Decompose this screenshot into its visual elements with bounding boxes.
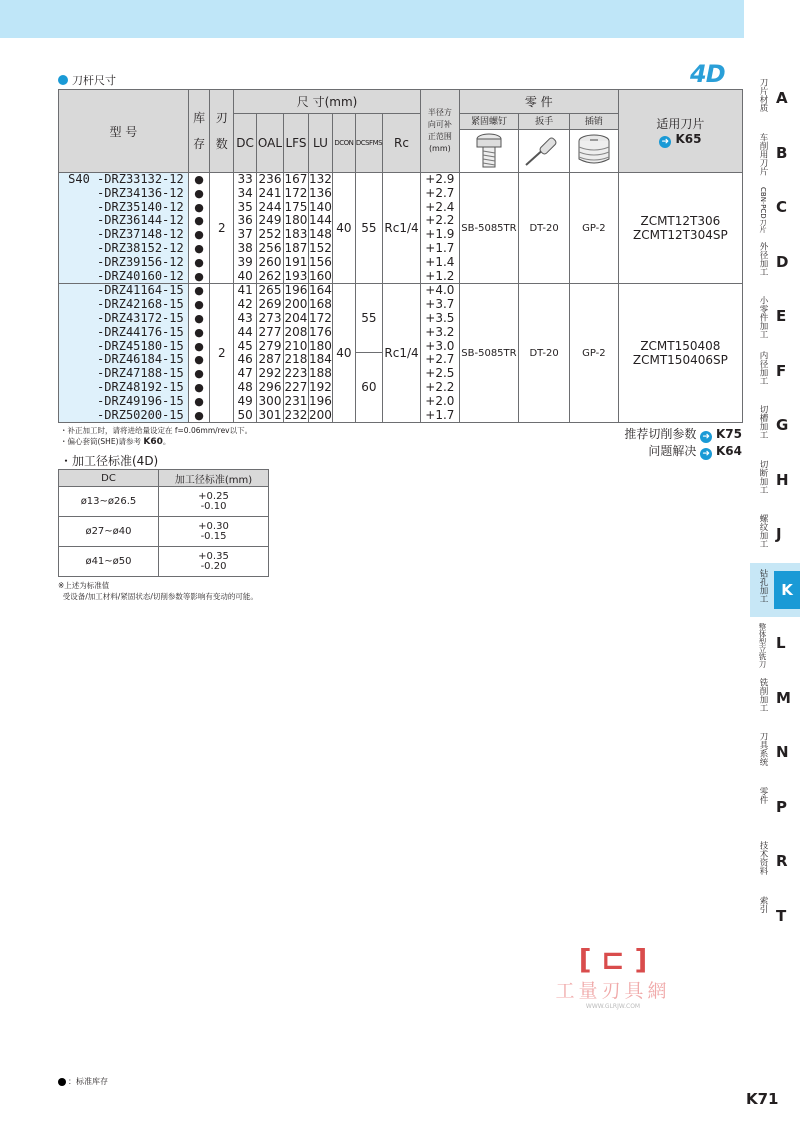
dcsfms-split — [355, 284, 382, 423]
model-list: -DRZ41164-15 -DRZ42168-15 -DRZ43172-15 -DRZ44176-15 -DRZ45180-15 -DRZ46184-15 -DRZ47188-15 -DRZ48192-15 -DRZ49196-15 -DRZ50200-15 — [59, 284, 189, 423]
header-lfs: LFS — [283, 114, 308, 173]
header-oal: OAL — [257, 114, 284, 173]
arrow-right-icon: ➜ — [659, 136, 671, 148]
tolerance-value: +0.35 -0.20 — [159, 547, 269, 577]
side-tab-m[interactable]: 铣削加工 M — [758, 677, 791, 712]
tolerance-dc: ø41~ø50 — [59, 547, 159, 577]
radial-values: +2.9 +2.7 +2.4 +2.2 +1.9 +1.7 +1.4 +1.2 — [420, 173, 459, 284]
table-row-group-12 — [59, 173, 743, 284]
lu-values: 164 168 172 176 180 184 188 192 196 200 — [308, 283, 332, 422]
side-tab-l[interactable]: 整体型立铣刀 L — [758, 623, 786, 668]
arrow-right-icon: ➜ — [700, 431, 712, 443]
header-dimensions: 尺 寸(mm) — [234, 90, 421, 114]
table-row-group-15 — [59, 284, 743, 423]
holder-dimension-table — [58, 89, 743, 423]
header-model: 型 号 — [59, 90, 189, 173]
side-tab-g[interactable]: 切槽加工 G — [758, 405, 789, 439]
tolerance-header-std: 加工径标准(mm) — [159, 470, 269, 487]
bullet-dot-icon — [58, 75, 68, 85]
troubleshoot-ref[interactable]: 问题解决 ➜ K64 — [648, 444, 742, 459]
side-tab-f[interactable]: 内径加工 F — [758, 350, 787, 385]
screw-value: SB-5085TR — [459, 284, 518, 423]
side-tab-b[interactable]: 车削用刀片 B — [758, 132, 788, 175]
stock-marks: ● ● ● ● ● ● ● ● — [188, 173, 210, 284]
header-lu: LU — [308, 114, 332, 173]
wrench-value: DT-20 — [519, 173, 570, 284]
side-tab-j[interactable]: 螺纹加工 J — [758, 514, 782, 548]
logo-url: WWW.GLRJW.COM — [585, 1003, 641, 1010]
note-variation: 受设备/加工材料/紧固状态/切削参数等影响有变动的可能。 — [58, 592, 258, 601]
header-plug: 插销 — [569, 114, 618, 130]
insert-value: ZCMT150408 ZCMT150406SP — [618, 284, 742, 423]
dc-values: 41 42 43 44 45 46 47 48 49 50 — [234, 284, 257, 423]
sleeve-ref-link[interactable]: K60 — [143, 437, 163, 447]
note-feed: ・补正加工时，请将进给量设定在 f=0.06mm/rev以下。 — [60, 426, 253, 435]
tolerance-dc: ø13~ø26.5 — [59, 487, 159, 517]
header-screw: 紧固螺钉 — [459, 114, 518, 130]
dc-values: 33 34 35 36 37 38 39 40 — [234, 173, 257, 284]
lu-values: 132 136 140 144 148 152 156 160 — [308, 172, 332, 283]
standard-value-notes — [58, 580, 258, 602]
screw-image — [459, 130, 518, 173]
watermark-logo — [538, 944, 688, 1010]
header-radial-adjust: 半径方 向可补 正范围 (mm) — [420, 90, 459, 173]
logo-text: 工量刃具網 — [555, 980, 671, 1002]
series-badge: 4D — [690, 60, 725, 88]
screw-icon — [474, 132, 504, 170]
header-dcon: DCON — [332, 114, 355, 173]
plug-value: GP-2 — [569, 173, 618, 284]
note-sleeve: ・偏心套筒(SHE)请参考 K60。 — [60, 437, 171, 447]
header-insert-label: 适用刀片 — [656, 116, 705, 131]
rc-value: Rc1/4 — [383, 284, 421, 423]
dcsfms-value-b: 60 — [361, 380, 377, 395]
page-number: K71 — [746, 1090, 779, 1108]
screw-value: SB-5085TR — [459, 173, 518, 284]
lfs-values: 167 172 175 180 183 187 191 193 — [284, 172, 308, 283]
section-title-text: 刀杆尺寸 — [72, 74, 116, 87]
model-list: S40 -DRZ33132-12 -DRZ34136-12 -DRZ35140-12 -DRZ36144-12 -DRZ37148-12 -DRZ38152-12 -DRZ39156-12 -DRZ40160-12 — [59, 173, 189, 284]
side-tab-r[interactable]: 技术资料 R — [758, 841, 788, 875]
side-tab-t[interactable]: 索引 T — [758, 895, 787, 925]
screwdriver-icon — [522, 133, 566, 169]
side-tab-n[interactable]: 刀具系统 N — [758, 732, 789, 766]
side-tab-a[interactable]: 刀片材质 A — [758, 78, 788, 112]
note-standard: ※上述为标准值 — [58, 581, 110, 590]
side-tab-c[interactable]: CBN·PCD刀片 C — [759, 187, 788, 233]
side-tab-d[interactable]: 外径加工 D — [758, 241, 789, 276]
side-tab-e[interactable]: 小零件加工 E — [758, 296, 787, 339]
header-stock: 库 存 — [188, 90, 210, 173]
header-dc: DC — [234, 114, 257, 173]
header-parts: 零 件 — [459, 90, 618, 114]
plug-image — [569, 130, 618, 173]
side-tab-h[interactable]: 切断加工 H — [758, 459, 789, 494]
oal-values: 236 241 244 249 252 256 260 262 — [257, 173, 284, 284]
stock-dot-icon — [58, 1078, 66, 1086]
tolerance-value: +0.25 -0.10 — [159, 487, 269, 517]
tolerance-title: ・加工径标准(4D) — [60, 454, 159, 468]
table-row — [59, 487, 269, 517]
header-insert — [618, 90, 742, 173]
dcsfms-value-a: 55 — [356, 284, 382, 353]
plug-value: GP-2 — [569, 284, 618, 423]
section-title — [58, 72, 116, 88]
tolerance-table — [58, 469, 269, 577]
side-index — [750, 72, 800, 944]
legend — [58, 1076, 108, 1087]
side-tab-k[interactable]: 钻孔加工 K — [750, 563, 800, 618]
dcsfms-value: 55 — [355, 173, 382, 284]
table-row — [59, 517, 269, 547]
insert-value: ZCMT12T306 ZCMT12T304SP — [618, 173, 742, 284]
cutting-params-ref[interactable]: 推荐切削参数 ➜ K75 — [624, 427, 742, 442]
table-row — [59, 547, 269, 577]
side-tab-p[interactable]: 零件 P — [758, 786, 787, 816]
page-references — [624, 426, 742, 460]
edges-value: 2 — [210, 173, 234, 284]
plug-icon — [574, 133, 614, 169]
stock-marks: ● ● ● ● ● ● ● ● ● ● — [188, 284, 210, 423]
top-banner-gap — [744, 0, 800, 38]
top-banner — [0, 0, 744, 38]
header-edges: 刃 数 — [210, 90, 234, 173]
edges-value: 2 — [210, 284, 234, 423]
legend-text: ：标准库存 — [68, 1077, 108, 1086]
logo-mark-icon: [ ⊏ ] — [578, 943, 648, 976]
header-rc: Rc — [383, 114, 421, 173]
rc-value: Rc1/4 — [383, 173, 421, 284]
tolerance-header-dc: DC — [59, 470, 159, 487]
header-dcsfms: DCSFMS — [355, 114, 382, 173]
radial-values: +4.0 +3.7 +3.5 +3.2 +3.0 +2.7 +2.5 +2.2 +2.0 +1.7 — [420, 284, 459, 423]
wrench-image — [519, 130, 570, 173]
tolerance-dc: ø27~ø40 — [59, 517, 159, 547]
dcon-value: 40 — [332, 173, 355, 284]
oal-values: 265 269 273 277 279 287 292 296 300 301 — [257, 284, 284, 423]
insert-ref-link[interactable]: ➜ K65 — [619, 132, 742, 148]
wrench-value: DT-20 — [519, 284, 570, 423]
tolerance-value: +0.30 -0.15 — [159, 517, 269, 547]
arrow-right-icon: ➜ — [700, 448, 712, 460]
header-wrench: 扳手 — [519, 114, 570, 130]
dcon-value: 40 — [332, 284, 355, 423]
table-notes — [60, 425, 252, 448]
lfs-values: 196 200 204 208 210 218 223 227 231 232 — [284, 283, 308, 422]
